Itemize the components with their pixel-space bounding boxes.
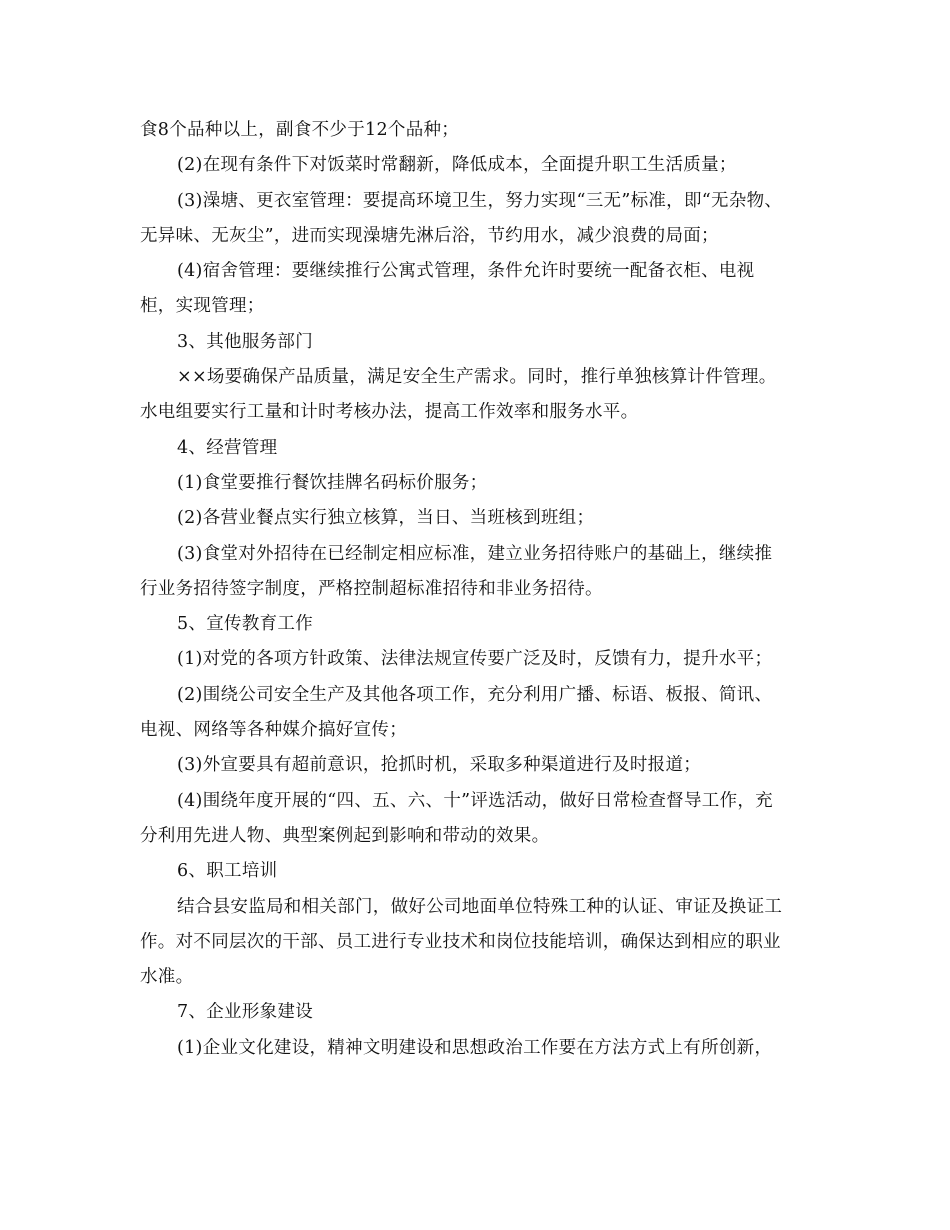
text-line: (3)食堂对外招待在已经制定相应标准，建立业务招待账户的基础上，继续推 xyxy=(177,543,773,564)
text-line: 3、其他服务部门 xyxy=(177,331,314,352)
text-line: (3)外宣要具有超前意识，抢抓时机，采取多种渠道进行及时报道； xyxy=(177,755,702,776)
document-body xyxy=(140,113,820,1066)
text-line: (1)食堂要推行餐饮挂牌名码标价服务； xyxy=(177,472,488,493)
text-line: 水准。 xyxy=(140,967,194,988)
text-line: (4)宿舍管理：要继续推行公寓式管理，条件允许时要统一配备衣柜、电视 xyxy=(177,261,755,282)
text-line: 4、经营管理 xyxy=(177,437,278,458)
text-line: 分利用先进人物、典型案例起到影响和带动的效果。 xyxy=(140,825,550,846)
text-line: (3)澡塘、更衣室管理：要提高环境卫生，努力实现“三无”标准，即“无杂物、 xyxy=(177,190,783,211)
text-line: 7、企业形象建设 xyxy=(177,1002,314,1023)
text-line: (2)围绕公司安全生产及其他各项工作，充分利用广播、标语、板报、简讯、 xyxy=(177,684,773,705)
text-line: (2)各营业餐点实行独立核算，当日、当班核到班组； xyxy=(177,508,595,529)
text-line: 5、宣传教育工作 xyxy=(177,614,314,635)
text-line: 结合县安监局和相关部门，做好公司地面单位特殊工种的认证、审证及换证工 xyxy=(177,896,783,917)
text-line: (1)企业文化建设，精神文明建设和思想政治工作要在方法方式上有所创新， xyxy=(177,1037,773,1058)
text-line: (1)对党的各项方针政策、法律法规宣传要广泛及时，反馈有力，提升水平； xyxy=(177,649,773,670)
text-line: 无异味、无灰尘”，进而实现澡塘先淋后浴，节约用水，减少浪费的局面； xyxy=(140,225,719,246)
text-line: ××场要确保产品质量，满足安全生产需求。同时，推行单独核算计件管理。 xyxy=(177,367,777,388)
text-line: 食8个品种以上，副食不少于12个品种； xyxy=(140,120,460,140)
text-line: 作。对不同层次的干部、员工进行专业技术和岗位技能培训，确保达到相应的职业 xyxy=(140,931,781,952)
text-line: 行业务招待签字制度，严格控制超标准招待和非业务招待。 xyxy=(140,578,603,599)
text-line: 柜，实现管理； xyxy=(140,296,265,317)
text-line: 6、职工培训 xyxy=(177,861,278,882)
text-line: 水电组要实行工量和计时考核办法，提高工作效率和服务水平。 xyxy=(140,402,639,423)
text-line: (2)在现有条件下对饭菜时常翻新，降低成本，全面提升职工生活质量； xyxy=(177,155,737,176)
text-line: 电视、网络等各种媒介搞好宣传； xyxy=(140,720,407,741)
text-line: (4)围绕年度开展的“四、五、六、十”评选活动，做好日常检查督导工作，充 xyxy=(177,790,773,811)
